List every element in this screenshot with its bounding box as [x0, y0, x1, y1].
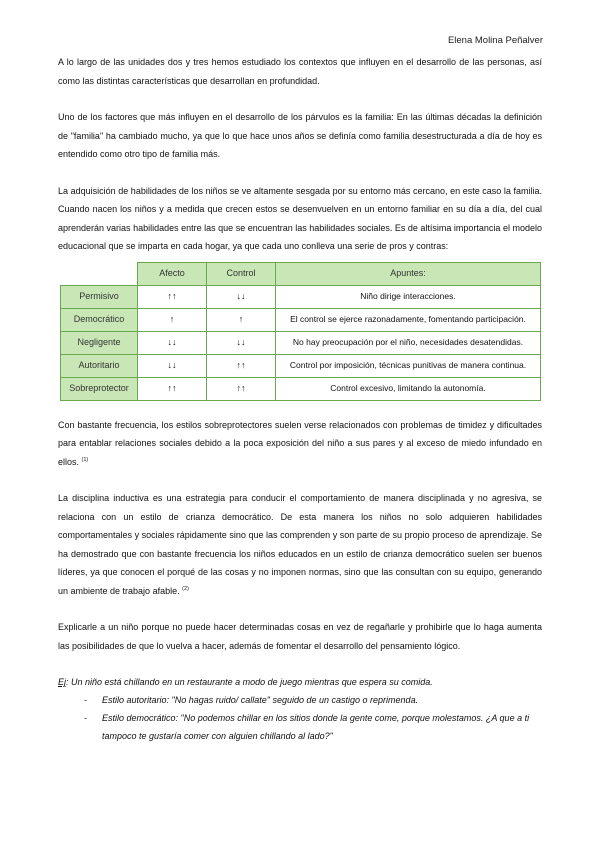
list-item: [84, 691, 542, 709]
affect-value: ↓↓: [138, 354, 207, 377]
paragraph-family: Uno de los factores que más influyen en el desarrollo de los párvulos es la familia: En las últimas décadas la definición de "familia" ha cambiado mucho, ya que lo que hace unos años se definía como familia desestructurada a día de hoy es entendido como otro tipo de familia más.: [58, 112, 542, 159]
list-dash: -: [84, 695, 87, 705]
header-notes: Apuntes:: [276, 262, 541, 285]
note-value: El control se ejerce razonadamente, fomentando participación.: [276, 308, 541, 331]
list-item: [84, 709, 542, 745]
paragraph-explain: Explicarle a un niño porque no puede hacer determinadas cosas en vez de regañarle y prohibirle que lo haga aumenta las posibilidades de que lo vuelva a hacer, además de fomentar el desarrollo del pensamiento lógico.: [58, 622, 542, 651]
row-label: Negligente: [61, 331, 138, 354]
note-value: Control por imposición, técnicas punitivas de manera continua.: [276, 354, 541, 377]
example-authoritarian: Estilo autoritario: "No hagas ruido/ callate" seguido de un castigo o reprimenda.: [102, 695, 419, 705]
affect-value: ↑↑: [138, 377, 207, 400]
header-control: Control: [207, 262, 276, 285]
control-value: ↑↑: [207, 354, 276, 377]
paragraph-inductive-text: La disciplina inductiva es una estrategia para conducir el comportamiento de manera disciplinada y no agresiva, se relaciona con un estilo de crianza democrático. De esta manera los niños no solo adquieren habilidades comportamentales y sociales rápidamente sino que las comprenden y son parte de su propio proceso de aprendizaje. Se ha demostrado que con bastante frecuencia los niños educados en un estilo de crianza democrático suelen ser buenos líderes, ya que conocen el porqué de las cosas y no imponen normas, sino que las consultan con su equipo, generando un ambiente de trabajo afable.: [58, 493, 542, 596]
control-value: ↑↑: [207, 377, 276, 400]
example-democratic: Estilo democrático: "No podemos chillar en los sitios donde la gente come, porque molestamos. ¿A que a ti tampoco te gustaría comer con alguien chillando al lado?": [102, 713, 530, 741]
paragraph-overprotective-text: Con bastante frecuencia, los estilos sobreprotectores suelen verse relacionados con problemas de timidez y dificultades para entablar relaciones sociales debido a la poca exposición del niño a sus pares y al exceso de miedo infundado en ellos.: [58, 419, 542, 467]
table-row: [61, 331, 541, 354]
example-list: [58, 691, 542, 745]
row-label: Democrático: [61, 308, 138, 331]
paragraph-intro: A lo largo de las unidades dos y tres hemos estudiado los contextos que influyen en el desarrollo de las personas, así como las distintas características que desarrollan en profundidad.: [58, 57, 542, 86]
example-text: : Un niño está chillando en un restaurante a modo de juego mientras que espera su comida.: [66, 677, 433, 687]
paragraph-inductive-discipline: [58, 489, 542, 600]
table-row: [61, 308, 541, 331]
row-label: Sobreprotector: [61, 377, 138, 400]
affect-value: ↓↓: [138, 331, 207, 354]
document-body: [58, 53, 542, 745]
affect-value: ↑: [138, 308, 207, 331]
citation-1: (1): [81, 456, 89, 463]
table-header-row: [61, 262, 541, 285]
paragraph-skills: La adquisición de habilidades de los niños se ve altamente sesgada por su entorno más cercano, en este caso la familia. Cuando nacen los niños y a medida que crecen estos se desenvuelven en un entorno familiar en su día a día, del cual aprenderán varias habilidades entre las que se encuentran las habilidades sociales. Es de altísima importancia el modelo educacional que se imparta en cada hogar, ya que cada uno conlleva una serie de pros y contras:: [58, 185, 542, 251]
list-dash: -: [84, 713, 87, 723]
author-name: Elena Molina Peñalver: [447, 35, 543, 46]
note-value: Control excesivo, limitando la autonomía.: [276, 377, 541, 400]
paragraph-overprotective: [58, 416, 542, 472]
table-row: [61, 377, 541, 400]
table-row: [61, 285, 541, 308]
control-value: ↑: [207, 308, 276, 331]
note-value: Niño dirige interacciones.: [276, 285, 541, 308]
example-prefix: Ej: [58, 677, 67, 687]
example-title: [58, 673, 542, 691]
note-value: No hay preocupación por el niño, necesidades desatendidas.: [276, 331, 541, 354]
table-row: [61, 354, 541, 377]
table-corner-cell: [61, 262, 138, 285]
affect-value: ↑↑: [138, 285, 207, 308]
control-value: ↓↓: [207, 331, 276, 354]
row-label: Autoritario: [61, 354, 138, 377]
citation-2: (2): [182, 585, 189, 592]
row-label: Permisivo: [61, 285, 138, 308]
control-value: ↓↓: [207, 285, 276, 308]
parenting-styles-table: [60, 262, 541, 401]
header-affect: Afecto: [138, 262, 207, 285]
